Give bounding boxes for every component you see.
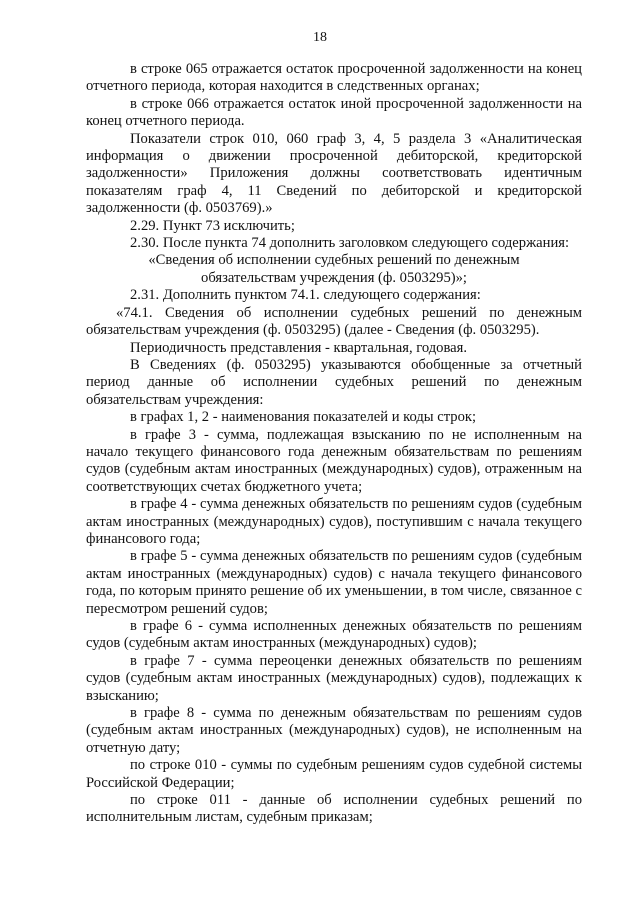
paragraph-line-011: по строке 011 - данные об исполнении судебных решений по исполнительным листам, судебным приказам; [86,792,582,826]
document-body [86,61,582,827]
page-number: 18 [313,30,327,45]
paragraph-line-010: по строке 010 - суммы по судебным решениям судов судебной системы Российской Федерации; [86,757,582,791]
paragraph-column-5: в графе 5 - сумма денежных обязательств по решениям судов (судебным актам иностранных (международных) судов) с начала текущего финансового года, по которым принято решение об их уменьшении, в том числе, связанное с пересмотром решений судов; [86,548,582,617]
paragraph-2-31: 2.31. Дополнить пунктом 74.1. следующего содержания: [130,287,481,304]
paragraph-periodicity: Периодичность представления - квартальная, годовая. [130,339,468,356]
paragraph-columns-1-2: в графах 1, 2 - наименования показателей и коды строк; [130,409,477,426]
paragraph-2-29: 2.29. Пункт 73 исключить; [130,217,295,234]
paragraph-2-30: 2.30. После пункта 74 дополнить заголовком следующего содержания: [130,235,570,252]
paragraph-line-066: в строке 066 отражается остаток иной просроченной задолженности на конец отчетного периода. [86,95,582,130]
paragraph-column-7: в графе 7 - сумма переоценки денежных обязательств по решениям судов (судебным актам иностранных (международных) судов), подлежащих к взысканию; [86,652,582,704]
paragraph-summary: В Сведениях (ф. 0503295) указываются обобщенные за отчетный период данные об исполнении судебных решений по денежным обязательствам учреждения: [86,356,582,408]
paragraph-column-8: в графе 8 - сумма по денежным обязательствам по решениям судов (судебным актам иностранных (международных) судов), не исполненным на отчетную дату; [86,705,582,756]
paragraph-column-6: в графе 6 - сумма исполненных денежных обязательств по решениям судов (судебным актам иностранных (международных) судов); [86,618,582,652]
paragraph-heading-quote: «Сведения об исполнении судебных решений по денежным обязательствам учреждения (ф. 0503295)»; [148,252,520,286]
paragraph-column-3: в графе 3 - сумма, подлежащая взысканию по не исполненным на начало текущего финансового года денежным обязательствам по решениям судов (судебным актам иностранных (международных) судов), отраженным на соответствующих счетах бюджетного учета; [86,426,582,495]
paragraph-line-065: в строке 065 отражается остаток просроченной задолженности на конец отчетного периода, которая находится в следственных органах; [86,61,582,95]
paragraph-column-4: в графе 4 - сумма денежных обязательств по решениям судов (судебным актам иностранных (международных) судов), поступившим с начала текущего финансового года; [86,496,582,547]
paragraph-indicators: Показатели строк 010, 060 граф 3, 4, 5 раздела 3 «Аналитическая информация о движении просроченной дебиторской, кредиторской задолженности» Приложения должны соответствовать идентичным показателям граф 4, 11 Сведений по дебиторской и кредиторской задолженности (ф. 0503769).» [86,130,582,217]
paragraph-74-1: «74.1. Сведения об исполнении судебных решений по денежным обязательствам учреждения (ф. 0503295) (далее - Сведения (ф. 0503295). [86,304,582,339]
